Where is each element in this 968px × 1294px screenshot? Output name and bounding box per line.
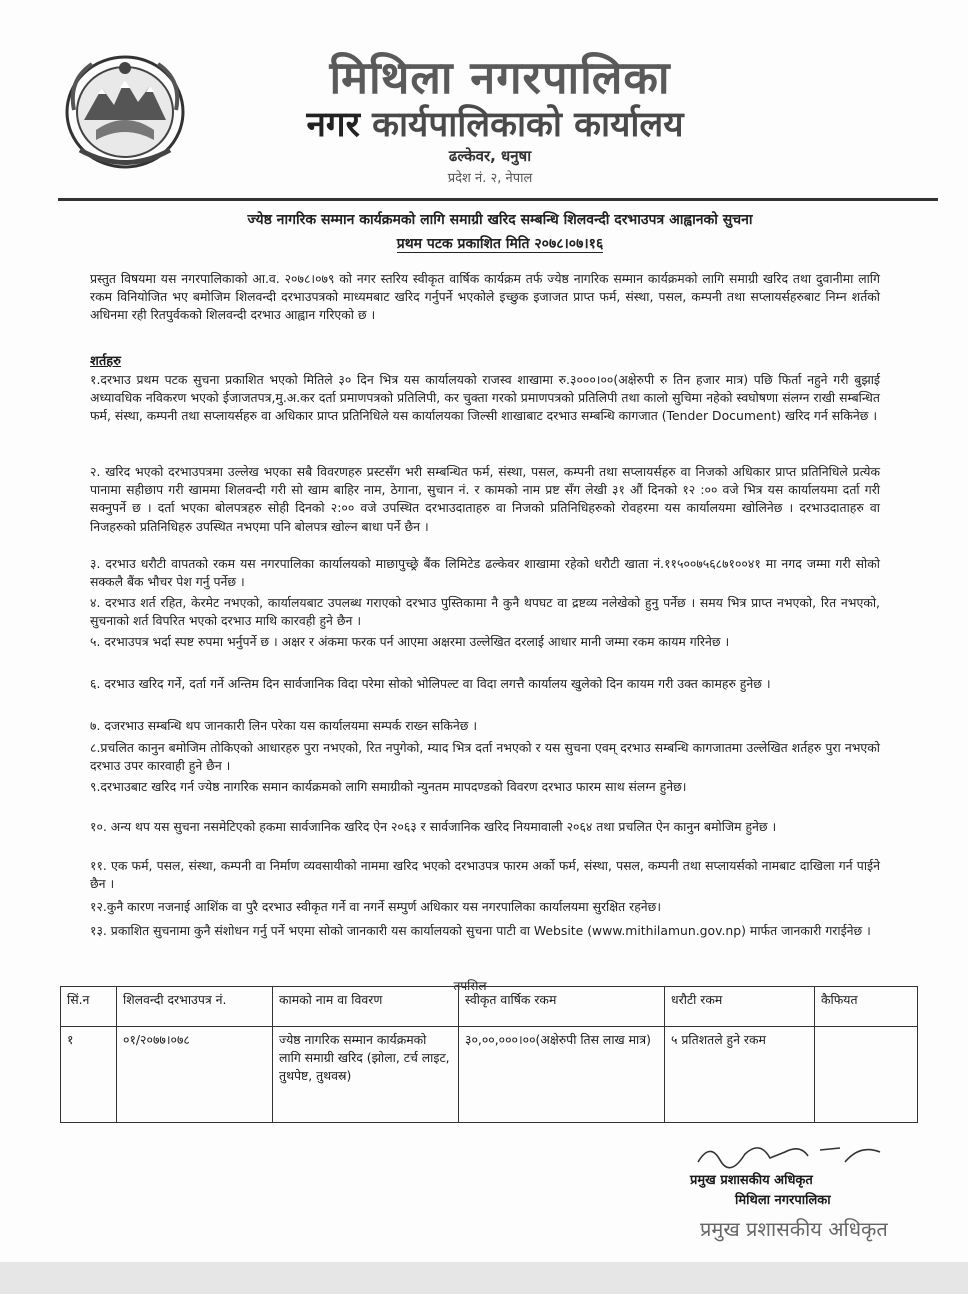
condition-item: १.दरभाउ प्रथम पटक सुचना प्रकाशित भएको मितिले ३० दिन भित्र यस कार्यालयको राजस्व शाखामा रु.३०००।००(अक्षेरुपी रु तिन हजार मात्र) पछि फिर्ता नहुने गरी बुझाई अध्यावधिक नविकरण भएको ईजाजतपत्र,मु.अ.कर दर्ता प्रमाणपत्रको प्रतिलिपी, कर चुक्ता गरको प्रमाणपत्रको प्रतिलिपी तथा कालो सुचिमा नहेको स्वघोषणा संलग्न राखी सम्बन्धित फर्म, संस्था, कम्पनी तथा सप्लायर्सहरु वा अधिकार प्राप्त प्रतिनिधिले यस कार्यालयका जिल्सी शाखाबाट दरभाउ सम्बन्धि कागजात (Tender Document) खरिद गर्न सकिनेछ । xyxy=(90,372,880,424)
cell-work-name: ज्येष्ठ नागरिक सम्मान कार्यक्रमको लागि समाग्री खरिद (झोला, टर्च लाइट, तुथपेष्ट, तुथवस्र) xyxy=(273,1027,459,1123)
tender-table xyxy=(60,986,918,1123)
header-divider xyxy=(58,198,938,201)
office-name-first: नगर xyxy=(306,105,360,145)
publish-date-text: प्रथम पटक प्रकाशित मिति २०७८।०७।१६ xyxy=(396,236,604,252)
condition-item: ४. दरभाउ शर्त रहित, केरमेट नभएको, कार्यालयबाट उपलब्ध गराएको दरभाउ पुस्तिकामा नै कुनै थपघट वा द्रष्टव्य नलेखेको हुनु पर्नेछ । समय भित्र प्राप्त नभएको, रित नभएको, सुचनाको शर्त विपरित भएको दरभाउ माथि कारवही हुने छैन । xyxy=(90,595,880,629)
table-header-row xyxy=(61,987,918,1027)
condition-item: १२.कुनै कारण नजनाई आशिंक वा पुरै दरभाउ स्वीकृत गर्ने वा नगर्ने सम्पुर्ण अधिकार यस नगरपालिका कार्यालयमा सुरक्षित रहनेछ। xyxy=(90,899,662,914)
header-remarks: कैफियत xyxy=(815,987,918,1027)
official-stamp: प्रमुख प्रशासकीय अधिकृत xyxy=(700,1217,888,1241)
cell-remarks xyxy=(815,1027,918,1123)
condition-item: ३. दरभाउ धरौटी वापतको रकम यस नगरपालिका कार्यालयको माछापुच्छ्रे बैंक लिमिटेड ढल्केवर शाखामा रहेको धरौटी खाता नं.११५००७५६८७१००४१ मा नगद जम्मा गरी सोको सक्कलै बैंक भौचर पेश गर्नु पर्नेछ । xyxy=(90,556,880,590)
office-province: प्रदेश नं. २, नेपाल xyxy=(447,171,533,186)
condition-item: ७. दजरभाउ सम्बन्धि थप जानकारी लिन परेका यस कार्यालयमा सम्पर्क राख्न सकिनेछ । xyxy=(90,718,478,733)
header-tender-no: शिलवन्दी दरभाउपत्र नं. xyxy=(117,987,273,1027)
bottom-band xyxy=(0,1262,968,1294)
notice-title: ज्येष्ठ नागरिक सम्मान कार्यक्रमको लागि समाग्री खरिद सम्बन्धि शिलवन्दी दरभाउपत्र आह्वानको सुचना xyxy=(247,212,753,228)
condition-item: ८.प्रचलित कानुन बमोजिम तोकिएको आधारहरु पुरा नभएको, रित नपुगेको, म्याद भित्र दर्ता नभएको र यस सुचना एवम् दरभाउ सम्बन्धि कागजातमा उल्लेखित शर्तहरु पुरा नभएको दरभाउ उपर कारवाही हुने छैन । xyxy=(90,740,880,774)
office-name-rest: कार्यपालिकाको कार्यालय xyxy=(372,105,684,145)
condition-item: ५. दरभाउपत्र भर्दा स्पष्ट रुपमा भर्नुपर्ने छ । अक्षर र अंकमा फरक पर्न आएमा अक्षरमा उल्लेखित दरलाई आधार मानी जम्मा रकम कायम गरिनेछ । xyxy=(90,634,730,649)
signatory-org: मिथिला नगरपालिका xyxy=(735,1193,831,1208)
nepal-emblem-icon xyxy=(62,50,188,170)
condition-item: १०. अन्य थप यस सुचना नसमेटिएको हकमा सार्वजानिक खरिद ऐन २०६३ र सार्वजानिक खरिद नियमावाली २०६४ तथा प्रचलित ऐन कानुन बमोजिम हुनेछ । xyxy=(90,819,777,834)
conditions-heading: शर्तहरु xyxy=(90,354,121,369)
table-caption: तपसिल xyxy=(453,979,487,993)
condition-item: ११. एक फर्म, पसल, संस्था, कम्पनी वा निर्माण व्यवसायीको नाममा खरिद भएको दरभाउपत्र फारम अर्को फर्म, संस्था, पसल, कम्पनी तथा सप्लायर्सको नामबाट दाखिला गर्न पाईने छैन । xyxy=(90,858,880,892)
cell-deposit-amount: ५ प्रतिशतले हुने रकम xyxy=(665,1027,815,1123)
org-name: मिथिला नगरपालिका xyxy=(329,51,671,104)
header-deposit-amount: धरौटी रकम xyxy=(665,987,815,1027)
publish-date xyxy=(100,234,900,253)
header-work-name: कामको नाम वा विवरण xyxy=(273,987,459,1027)
signatory-title: प्रमुख प्रशासकीय अधिकृत xyxy=(690,1173,813,1188)
table-row xyxy=(61,1027,918,1123)
header-approved-amount: स्वीकृत वार्षिक रकम xyxy=(459,987,665,1027)
intro-paragraph: प्रस्तुत विषयमा यस नगरपालिकाको आ.व. २०७८।०७९ को नगर स्तरिय स्वीकृत वार्षिक कार्यक्रम तर्फ ज्येष्ठ नागरिक सम्मान कार्यक्रमको लागि समाग्री खरिद तथा दुवानीमा लागि रकम विनियोजित भए बमोजिम शिलवन्दी दरभाउपत्रको माध्यमबाट खरिद गर्नुपर्ने भएकोले इच्छुक इजाजत प्राप्त फर्म, संस्था, पसल, कम्पनी तथा सप्लायर्सहरुबाट निम्न शर्तको अधिनमा रही रितपुर्वकको शिलवन्दी दरभाउ आह्वान गरिएको छ । xyxy=(90,271,880,323)
header-serial: सिं.न xyxy=(61,987,117,1027)
cell-serial: १ xyxy=(61,1027,117,1123)
office-address: ढल्केवर, धनुषा xyxy=(448,147,532,165)
office-name xyxy=(230,104,760,146)
condition-item: ६. दरभाउ खरिद गर्ने, दर्ता गर्ने अन्तिम दिन सार्वजानिक विदा परेमा सोको भोलिपल्ट वा विदा लगत्तै कार्यालय खुलेको दिन कायम गरी उक्त कामहरु हुनेछ । xyxy=(90,676,771,691)
condition-item: २. खरिद भएको दरभाउपत्रमा उल्लेख भएका सबै विवरणहरु प्रस्टसँग भरी सम्बन्धित फर्म, संस्था, पसल, कम्पनी तथा सप्लायर्सहरु वा निजको अधिकार प्राप्त प्रतिनिधिले प्रत्येक पानामा सहीछाप गरी खाममा शिलवन्दी गरी सो खाम बाहिर नाम, ठेगाना, सुचान नं. र कामको नाम प्रष्ट सँग लेखी ३१ औं दिनको १२ :०० वजे भित्र यस कार्यालयमा दर्ता गरी सक्नुपर्ने छ । दर्ता भएका बोलपत्रहरु सोही दिनको २:०० वजे उपस्थित दरभाउदाताहरु वा निजको प्रतिनिधिहरुको रोवहरमा यस कार्यालयमा खोलिनेछ । दरभाउदाताहरु वा निजहरुको प्रतिनिधिहरु उपस्थित नभएमा पनि बोलपत्र खोल्न बाधा पर्ने छैन । xyxy=(90,464,880,534)
cell-approved-amount: ३०,००,०००।००(अक्षेरुपी तिस लाख मात्र) xyxy=(459,1027,665,1123)
condition-item: ९.दरभाउबाट खरिद गर्न ज्येष्ठ नागरिक समान कार्यक्रमको लागि समाग्रीको न्युनतम मापदण्डको विवरण दरभाउ फारम साथ संलग्न हुनेछ। xyxy=(90,779,687,794)
condition-item: १३. प्रकाशित सुचनामा कुनै संशोधन गर्नु पर्ने भएमा सोको जानकारी यस कार्यालयको सुचना पाटी वा Website (www.mithilamun.gov.np) मार्फत जानकारी गराईनेछ । xyxy=(90,923,871,938)
cell-tender-no: ०१/२०७७।०७८ xyxy=(117,1027,273,1123)
